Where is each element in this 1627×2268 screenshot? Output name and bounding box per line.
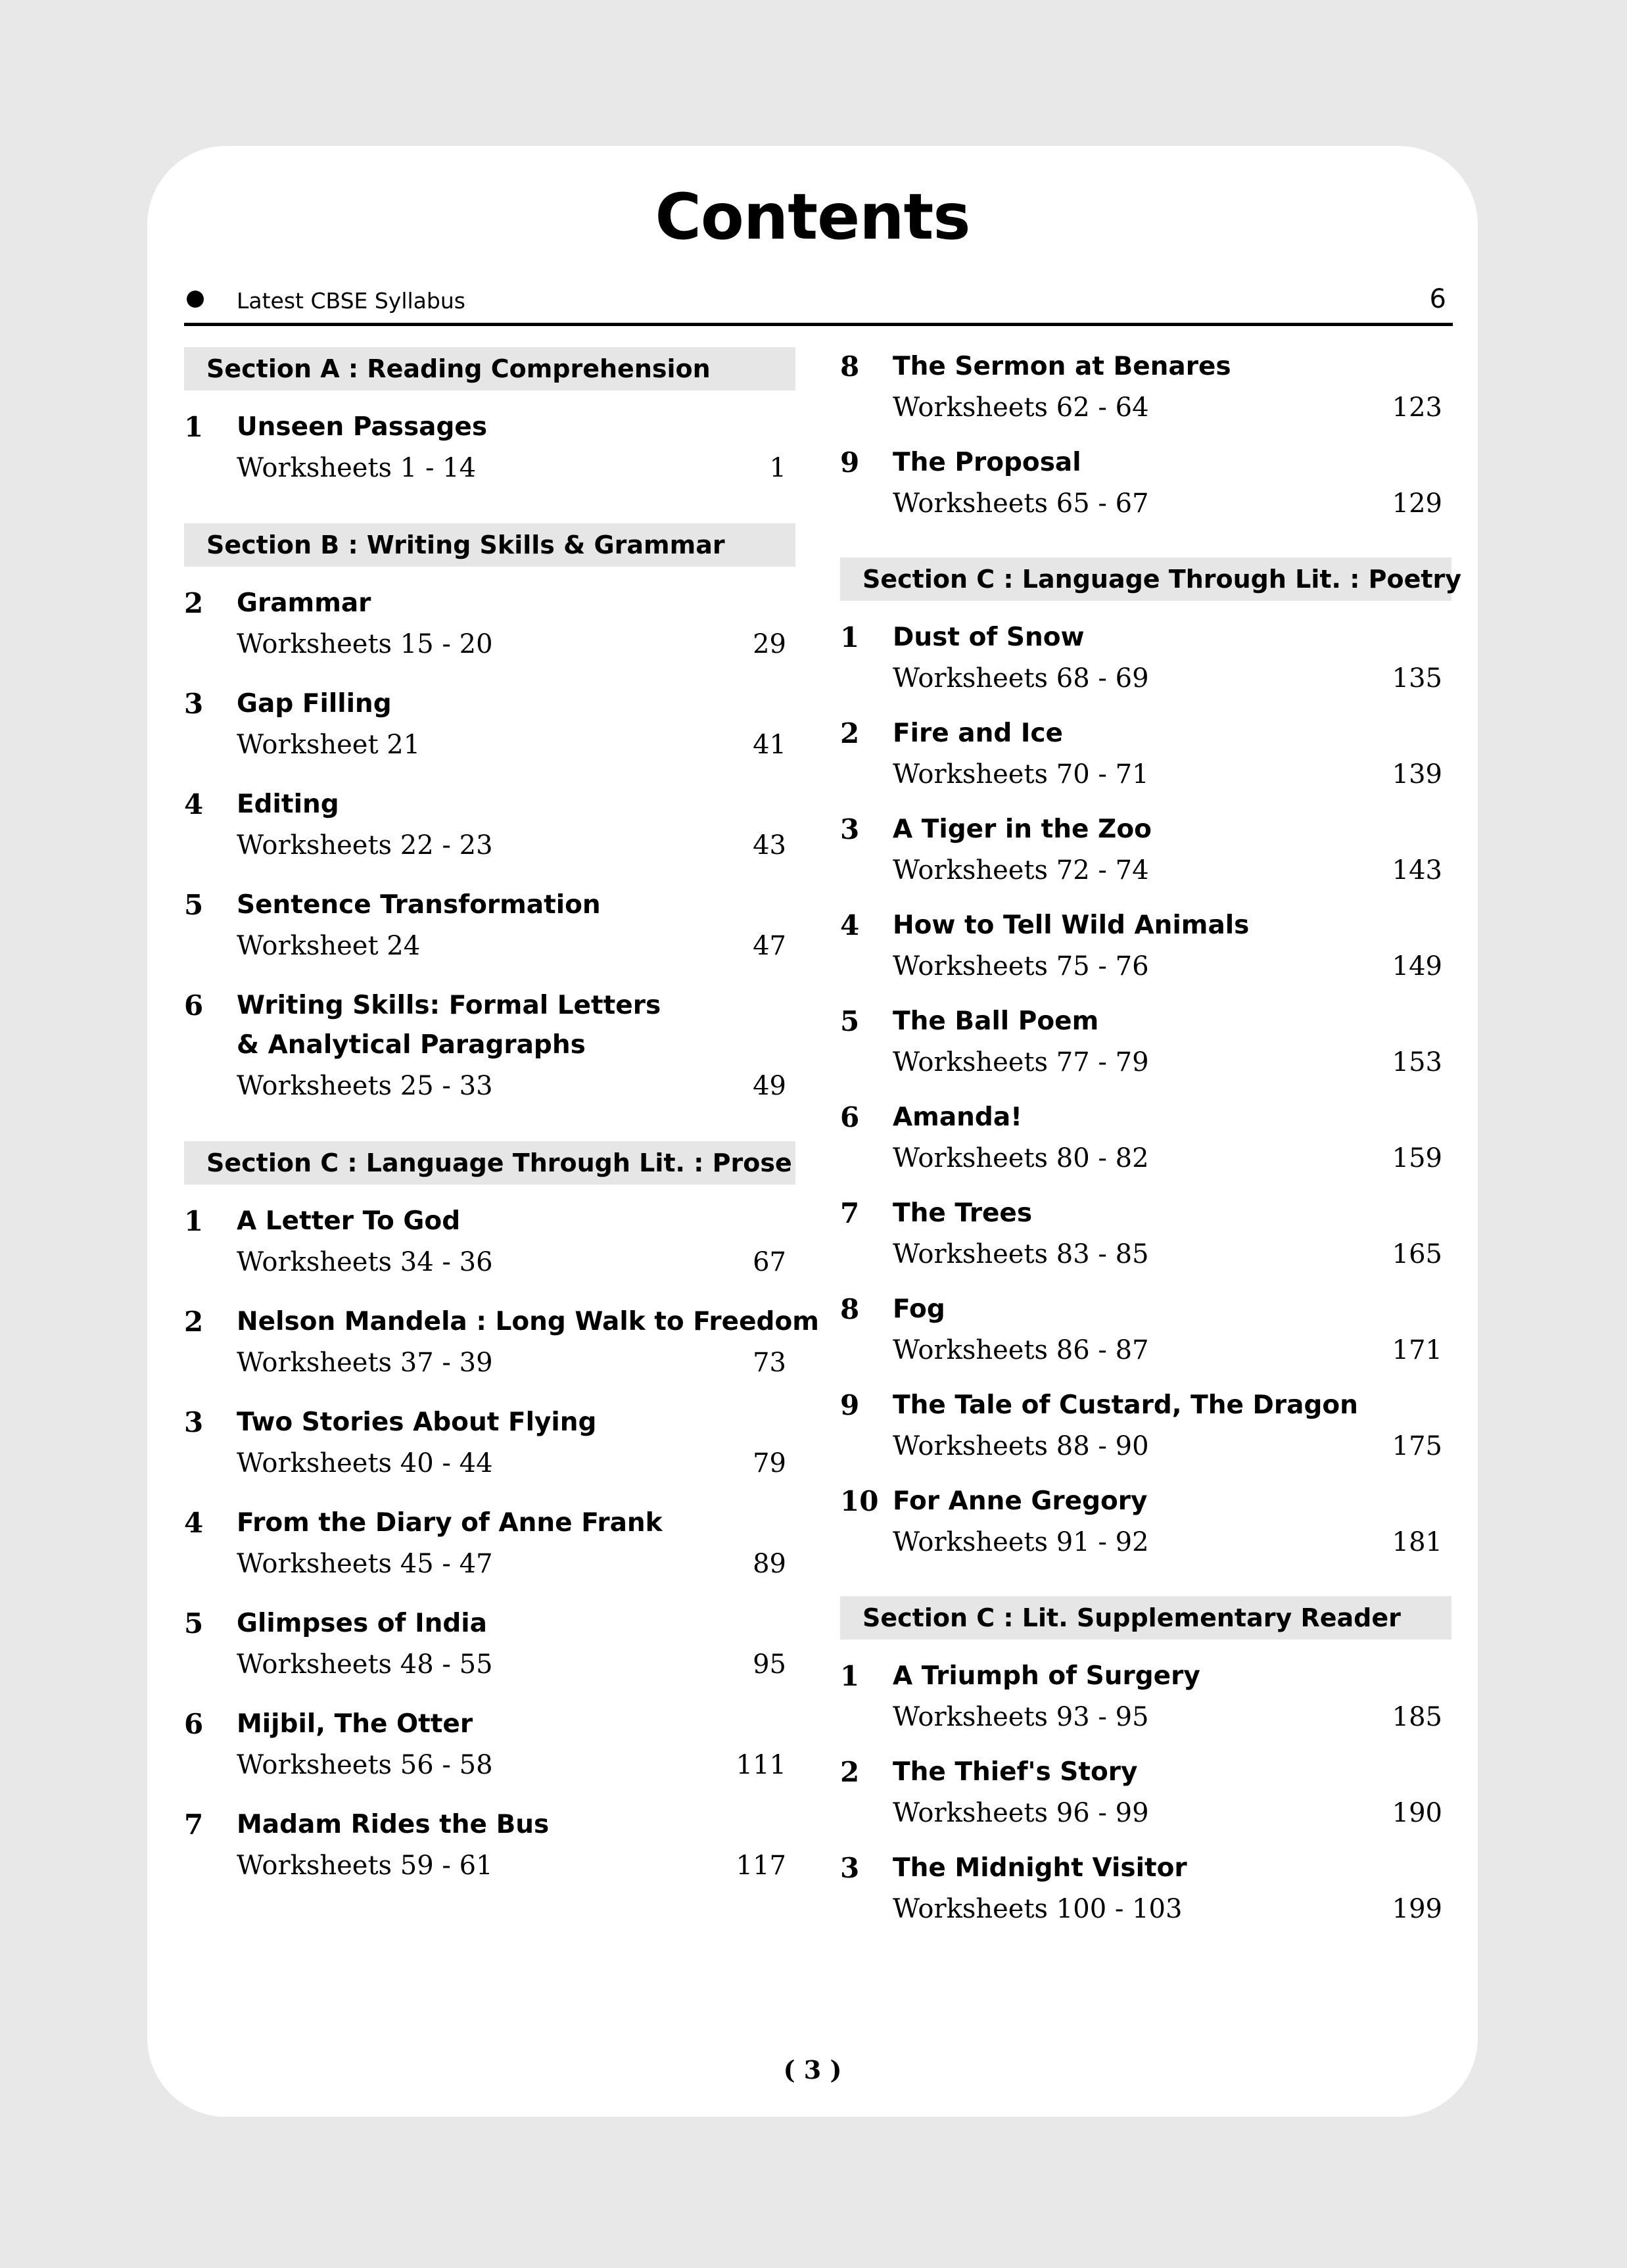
toc-entry xyxy=(840,810,1451,891)
entry-worksheets-row xyxy=(893,945,1451,987)
entry-title: The Trees xyxy=(893,1198,1033,1228)
entry-page-number: 47 xyxy=(753,931,786,961)
toc-entry xyxy=(840,1849,1451,1930)
entry-worksheets-row xyxy=(237,824,795,866)
entry-number: 4 xyxy=(184,1507,204,1539)
toc-entry xyxy=(184,584,795,665)
entry-number: 6 xyxy=(184,989,204,1022)
entry-number: 6 xyxy=(184,1708,204,1740)
page-footer-number: ( 3 ) xyxy=(783,2055,842,2085)
entry-number: 1 xyxy=(840,1660,860,1692)
entry-worksheets-row xyxy=(893,1041,1451,1083)
entry-number: 2 xyxy=(840,1756,860,1788)
entry-page-number: 129 xyxy=(1392,488,1442,519)
entry-page-number: 123 xyxy=(1392,392,1442,423)
entry-worksheets: Worksheets 56 - 58 xyxy=(237,1750,493,1780)
entry-worksheets-row xyxy=(893,753,1451,795)
toc-entry xyxy=(840,347,1451,429)
toc-entry xyxy=(840,1290,1451,1371)
entry-number: 7 xyxy=(184,1808,204,1841)
section-heading: Section A : Reading Comprehension xyxy=(184,347,795,390)
entry-number: 3 xyxy=(840,1852,860,1884)
entry-worksheets: Worksheets 34 - 36 xyxy=(237,1247,493,1277)
section-heading: Section C : Language Through Lit. : Poetry xyxy=(840,557,1451,601)
entry-worksheets-row xyxy=(237,925,795,967)
entry-title: The Proposal xyxy=(893,448,1081,477)
toc-entry xyxy=(840,1657,1451,1738)
entry-number: 5 xyxy=(184,1607,204,1640)
toc-entry xyxy=(184,785,795,866)
entry-page-number: 79 xyxy=(753,1448,786,1478)
entry-page-number: 41 xyxy=(753,730,786,760)
entry-number: 9 xyxy=(840,446,860,479)
entry-number: 1 xyxy=(840,621,860,653)
syllabus-page-number: 6 xyxy=(1429,284,1446,314)
entry-page-number: 159 xyxy=(1392,1143,1442,1173)
toc-entry xyxy=(184,408,795,489)
entry-page-number: 165 xyxy=(1392,1239,1442,1269)
entry-title: Dust of Snow xyxy=(893,623,1085,652)
entry-title: Madam Rides the Bus xyxy=(237,1810,550,1839)
entry-page-number: 190 xyxy=(1392,1798,1442,1828)
entry-title: The Midnight Visitor xyxy=(893,1853,1187,1883)
entry-worksheets: Worksheets 72 - 74 xyxy=(893,855,1149,886)
entry-page-number: 49 xyxy=(753,1071,786,1101)
entry-worksheets: Worksheets 22 - 23 xyxy=(237,830,493,861)
entry-number: 9 xyxy=(840,1389,860,1421)
entry-title: Glimpses of India xyxy=(237,1609,487,1638)
entry-worksheets-row xyxy=(893,1888,1451,1930)
entry-worksheets-row xyxy=(237,1342,795,1384)
toc-left-column xyxy=(184,347,819,1887)
entry-number: 6 xyxy=(840,1101,860,1133)
entry-worksheets-row xyxy=(237,1065,795,1107)
entry-worksheets-row xyxy=(237,447,795,489)
toc-entry xyxy=(840,618,1451,699)
entry-worksheets-row xyxy=(237,1845,795,1887)
entry-number: 4 xyxy=(840,909,860,941)
entry-worksheets: Worksheets 68 - 69 xyxy=(893,663,1149,694)
toc-entry xyxy=(184,986,795,1107)
toc-entry xyxy=(840,714,1451,795)
entry-worksheets-row xyxy=(893,1425,1451,1467)
entry-number: 10 xyxy=(840,1485,879,1517)
entry-title: Two Stories About Flying xyxy=(237,1407,597,1437)
entry-number: 2 xyxy=(184,1306,204,1338)
entry-worksheets-row xyxy=(237,1643,795,1686)
syllabus-entry xyxy=(184,283,1453,326)
entry-title: Mijbil, The Otter xyxy=(237,1709,473,1739)
syllabus-label: Latest CBSE Syllabus xyxy=(237,288,465,314)
toc-entry xyxy=(840,443,1451,525)
toc-entry xyxy=(840,1098,1451,1179)
bullet-icon xyxy=(187,291,204,308)
entry-title: The Thief's Story xyxy=(893,1757,1138,1787)
entry-number: 3 xyxy=(840,813,860,845)
entry-title: Nelson Mandela : Long Walk to Freedom xyxy=(237,1307,819,1336)
entry-title: Sentence Transformation xyxy=(237,890,601,920)
toc-entry xyxy=(184,1604,795,1686)
entry-title: Gap Filling xyxy=(237,689,392,719)
entry-page-number: 67 xyxy=(753,1247,786,1277)
section-heading: Section C : Language Through Lit. : Prose xyxy=(184,1141,795,1185)
entry-worksheets: Worksheets 80 - 82 xyxy=(893,1143,1149,1173)
entry-worksheets: Worksheet 21 xyxy=(237,730,421,760)
entry-page-number: 111 xyxy=(736,1750,786,1780)
entry-page-number: 135 xyxy=(1392,663,1442,694)
entry-title: & Analytical Paragraphs xyxy=(237,1030,586,1060)
entry-page-number: 117 xyxy=(736,1851,786,1881)
entry-worksheets: Worksheets 100 - 103 xyxy=(893,1894,1183,1924)
entry-title: Fog xyxy=(893,1294,945,1324)
entry-page-number: 175 xyxy=(1392,1431,1442,1461)
entry-number: 8 xyxy=(840,1293,860,1325)
entry-worksheets: Worksheets 75 - 76 xyxy=(893,951,1149,981)
entry-number: 4 xyxy=(184,788,204,820)
entry-worksheets-row xyxy=(893,1521,1451,1563)
entry-page-number: 89 xyxy=(753,1549,786,1579)
toc-entry xyxy=(184,684,795,766)
entry-worksheets: Worksheets 70 - 71 xyxy=(893,759,1149,790)
entry-title: Unseen Passages xyxy=(237,412,488,442)
toc-entry xyxy=(184,1202,795,1283)
entry-worksheets-row xyxy=(893,849,1451,891)
toc-right-column xyxy=(840,347,1462,1930)
entry-page-number: 95 xyxy=(753,1649,786,1680)
entry-number: 5 xyxy=(184,889,204,921)
entry-title: The Ball Poem xyxy=(893,1006,1099,1036)
entry-worksheets-row xyxy=(237,1442,795,1484)
section-heading: Section B : Writing Skills & Grammar xyxy=(184,523,795,567)
entry-worksheets: Worksheets 62 - 64 xyxy=(893,392,1149,423)
entry-title: The Sermon at Benares xyxy=(893,352,1231,381)
entry-worksheets: Worksheets 86 - 87 xyxy=(893,1335,1149,1365)
entry-page-number: 43 xyxy=(753,830,786,861)
entry-title: Amanda! xyxy=(893,1102,1022,1132)
entry-worksheets: Worksheets 40 - 44 xyxy=(237,1448,493,1478)
toc-entry xyxy=(184,1705,795,1786)
entry-number: 1 xyxy=(184,411,204,443)
entry-worksheets-row xyxy=(893,1329,1451,1371)
entry-worksheets-row xyxy=(893,1137,1451,1179)
entry-number: 5 xyxy=(840,1005,860,1037)
entry-worksheets-row xyxy=(237,1744,795,1786)
entry-worksheets: Worksheets 1 - 14 xyxy=(237,453,477,483)
entry-title: A Triumph of Surgery xyxy=(893,1661,1200,1691)
toc-entry xyxy=(184,1503,795,1585)
entry-number: 3 xyxy=(184,688,204,720)
entry-worksheets-row xyxy=(237,623,795,665)
entry-page-number: 153 xyxy=(1392,1047,1442,1077)
entry-worksheets-row xyxy=(237,1241,795,1283)
entry-title: The Tale of Custard, The Dragon xyxy=(893,1390,1358,1420)
entry-title: Writing Skills: Formal Letters xyxy=(237,991,661,1020)
entry-worksheets: Worksheets 93 - 95 xyxy=(893,1702,1149,1732)
toc-entry xyxy=(840,1753,1451,1834)
toc-entry xyxy=(184,886,795,967)
entry-title: Fire and Ice xyxy=(893,719,1063,748)
entry-title: Editing xyxy=(237,790,339,819)
entry-title: A Tiger in the Zoo xyxy=(893,815,1152,844)
entry-page-number: 139 xyxy=(1392,759,1442,790)
entry-worksheets: Worksheets 45 - 47 xyxy=(237,1549,493,1579)
entry-page-number: 73 xyxy=(753,1348,786,1378)
entry-worksheets: Worksheets 37 - 39 xyxy=(237,1348,493,1378)
entry-title: For Anne Gregory xyxy=(893,1486,1148,1516)
entry-page-number: 143 xyxy=(1392,855,1442,886)
toc-entry xyxy=(840,1002,1451,1083)
entry-number: 3 xyxy=(184,1406,204,1438)
entry-worksheets: Worksheets 91 - 92 xyxy=(893,1527,1149,1557)
entry-title: From the Diary of Anne Frank xyxy=(237,1508,663,1538)
entry-worksheets: Worksheets 59 - 61 xyxy=(237,1851,493,1881)
entry-page-number: 181 xyxy=(1392,1527,1442,1557)
entry-title: How to Tell Wild Animals xyxy=(893,910,1250,940)
entry-worksheets: Worksheets 48 - 55 xyxy=(237,1649,493,1680)
entry-page-number: 199 xyxy=(1392,1894,1442,1924)
page-title: Contents xyxy=(655,180,970,254)
entry-page-number: 1 xyxy=(769,453,786,483)
entry-number: 1 xyxy=(184,1205,204,1237)
entry-worksheets-row xyxy=(237,1543,795,1585)
entry-worksheets: Worksheets 25 - 33 xyxy=(237,1071,493,1101)
toc-entry xyxy=(840,1194,1451,1275)
entry-number: 2 xyxy=(184,587,204,619)
contents-page xyxy=(147,146,1478,2117)
entry-number: 8 xyxy=(840,350,860,383)
entry-title: Grammar xyxy=(237,588,371,618)
entry-worksheets-row xyxy=(893,1792,1451,1834)
toc-entry xyxy=(184,1302,819,1384)
entry-worksheets-row xyxy=(893,1233,1451,1275)
entry-worksheets: Worksheets 96 - 99 xyxy=(893,1798,1149,1828)
entry-number: 7 xyxy=(840,1197,860,1229)
entry-page-number: 149 xyxy=(1392,951,1442,981)
entry-worksheets-row xyxy=(237,724,795,766)
toc-entry xyxy=(840,906,1451,987)
toc-entry xyxy=(840,1482,1451,1563)
entry-worksheets: Worksheets 88 - 90 xyxy=(893,1431,1149,1461)
entry-worksheets-row xyxy=(893,657,1451,699)
toc-entry xyxy=(840,1386,1451,1467)
entry-worksheets: Worksheet 24 xyxy=(237,931,421,961)
entry-worksheets: Worksheets 77 - 79 xyxy=(893,1047,1149,1077)
entry-worksheets: Worksheets 65 - 67 xyxy=(893,488,1149,519)
entry-worksheets: Worksheets 15 - 20 xyxy=(237,629,493,659)
entry-page-number: 29 xyxy=(753,629,786,659)
toc-entry xyxy=(184,1805,795,1887)
entry-worksheets-row xyxy=(893,1696,1451,1738)
entry-worksheets-row xyxy=(893,387,1451,429)
toc-entry xyxy=(184,1403,795,1484)
entry-page-number: 171 xyxy=(1392,1335,1442,1365)
entry-number: 2 xyxy=(840,717,860,749)
entry-worksheets: Worksheets 83 - 85 xyxy=(893,1239,1149,1269)
entry-worksheets-row xyxy=(893,483,1451,525)
entry-title: A Letter To God xyxy=(237,1206,461,1236)
section-heading: Section C : Lit. Supplementary Reader xyxy=(840,1596,1451,1640)
entry-page-number: 185 xyxy=(1392,1702,1442,1732)
